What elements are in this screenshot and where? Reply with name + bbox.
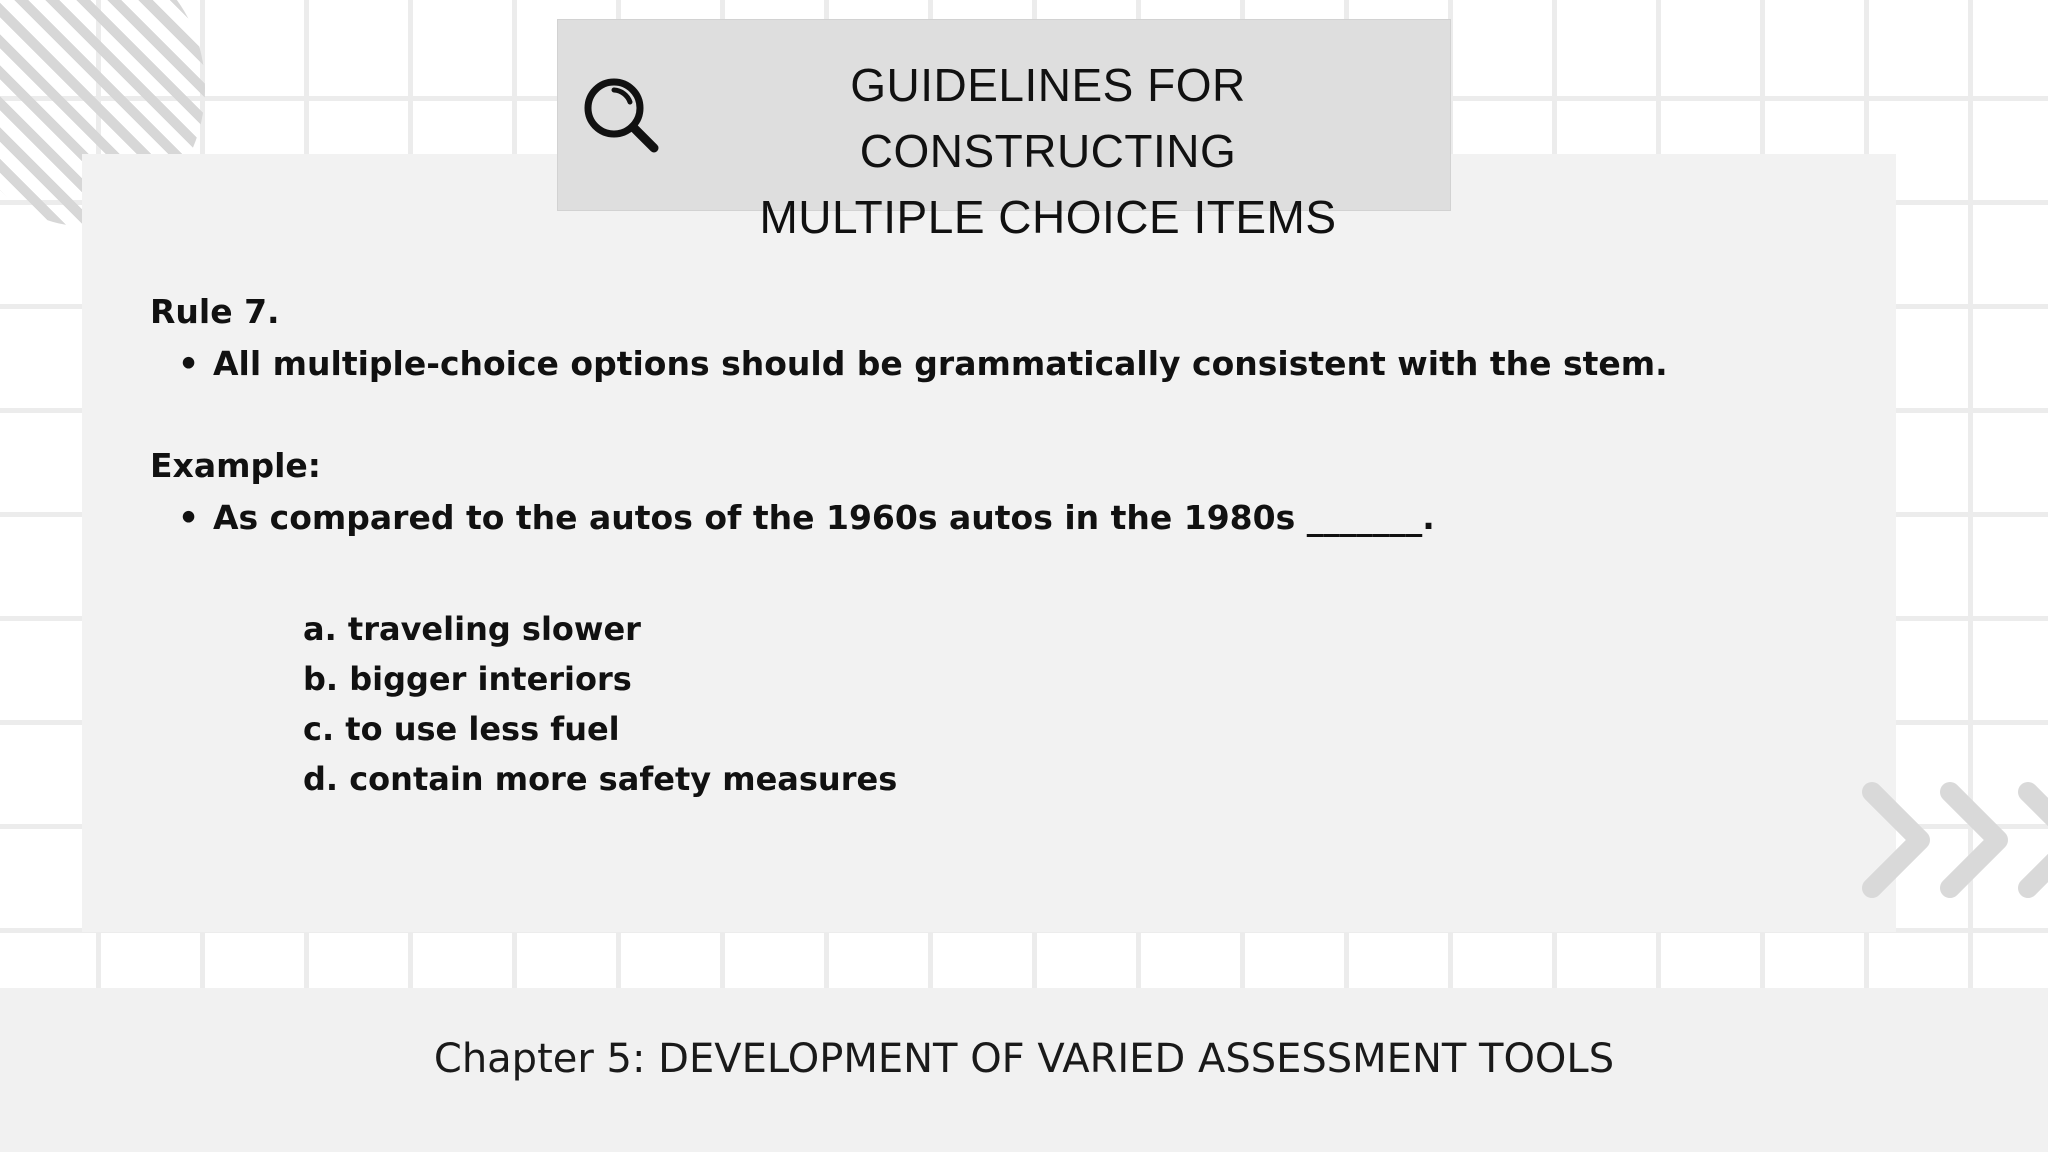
title-line-1: GUIDELINES FOR CONSTRUCTING	[850, 59, 1246, 177]
page-title	[658, 52, 1438, 250]
rule-heading: Rule 7.	[150, 292, 280, 331]
footer-chapter-title: Chapter 5: DEVELOPMENT OF VARIED ASSESSMENT TOOLS	[433, 1036, 1615, 1082]
option-c: c. to use less fuel	[303, 710, 620, 748]
title-line-2: MULTIPLE CHOICE ITEMS	[759, 191, 1337, 243]
rule-bullet-item	[178, 344, 1668, 383]
rule-text: All multiple-choice options should be grammatically consistent with the stem.	[213, 344, 1668, 383]
content-panel	[82, 154, 1896, 932]
title-box	[558, 20, 1450, 243]
option-d: d. contain more safety measures	[303, 760, 898, 798]
bullet-dot: •	[178, 498, 200, 537]
option-b: b. bigger interiors	[303, 660, 632, 698]
example-bullet-item	[178, 498, 1435, 537]
search-icon	[578, 72, 662, 156]
answer-options-list	[303, 604, 897, 804]
example-text: As compared to the autos of the 1960s autos in the 1980s _______.	[213, 498, 1435, 537]
option-a: a. traveling slower	[303, 610, 641, 648]
chevron-right-icon	[1858, 780, 2048, 900]
example-heading: Example:	[150, 446, 321, 485]
bullet-dot: •	[178, 344, 200, 383]
